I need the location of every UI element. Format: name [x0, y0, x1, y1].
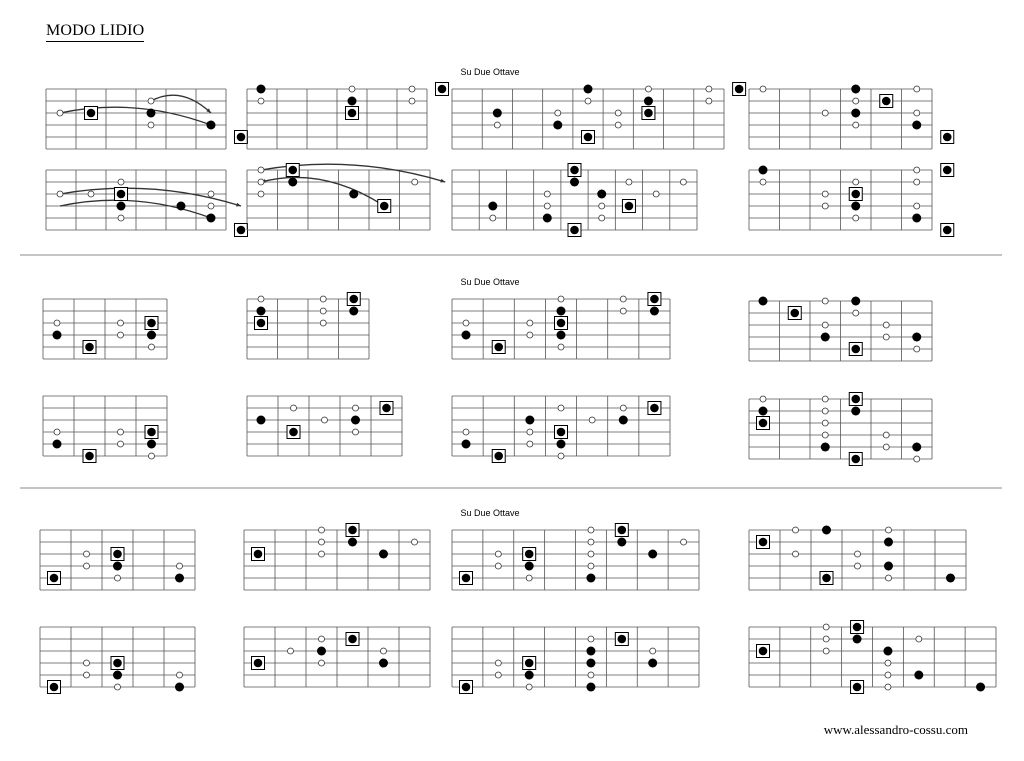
octave-note-circle	[822, 322, 828, 328]
scale-note-dot	[821, 443, 830, 452]
scale-note-dot	[617, 538, 626, 547]
scale-note-dot	[912, 333, 921, 342]
octave-note-circle	[412, 539, 418, 545]
octave-note-circle	[319, 636, 325, 642]
octave-note-circle	[822, 298, 828, 304]
scale-note-dot	[348, 97, 357, 106]
octave-note-circle	[822, 191, 828, 197]
octave-note-circle	[118, 429, 124, 435]
octave-note-circle	[620, 308, 626, 314]
scale-note-dot	[288, 178, 297, 187]
fretboard-diagram	[452, 396, 670, 463]
scale-note-dot	[759, 407, 768, 416]
octave-note-circle	[544, 191, 550, 197]
scale-note-dot	[117, 202, 126, 211]
octave-note-circle	[823, 636, 829, 642]
octave-note-circle	[885, 660, 891, 666]
octave-note-circle	[615, 110, 621, 116]
octave-note-circle	[118, 215, 124, 221]
footer-url: www.alessandro-cossu.com	[823, 722, 968, 737]
octave-note-circle	[527, 320, 533, 326]
octave-note-circle	[760, 179, 766, 185]
fretboard-diagram	[452, 627, 699, 694]
octave-note-circle	[620, 405, 626, 411]
fretboard-diagram	[46, 89, 248, 149]
root-note-dot	[147, 319, 156, 328]
scale-note-dot	[912, 121, 921, 130]
octave-note-circle	[760, 86, 766, 92]
octave-note-circle	[558, 405, 564, 411]
scale-note-dot	[976, 683, 985, 692]
root-note-dot	[117, 190, 126, 199]
root-note-dot	[650, 295, 659, 304]
root-note-dot	[348, 526, 357, 535]
octave-note-circle	[645, 86, 651, 92]
scale-note-dot	[853, 635, 862, 644]
scale-note-dot	[584, 85, 593, 94]
octave-note-circle	[822, 432, 828, 438]
position-shift-arrow	[60, 188, 241, 206]
scale-note-dot	[884, 538, 893, 547]
octave-note-circle	[615, 122, 621, 128]
scale-note-dot	[912, 443, 921, 452]
root-note-dot	[851, 190, 860, 199]
scale-note-dot	[914, 671, 923, 680]
scale-note-dot	[586, 574, 595, 583]
octave-note-circle	[88, 191, 94, 197]
octave-note-circle	[495, 672, 501, 678]
scale-note-dot	[851, 85, 860, 94]
root-note-dot	[943, 133, 952, 142]
octave-note-circle	[558, 296, 564, 302]
scale-note-dot	[147, 331, 156, 340]
scale-note-dot	[648, 659, 657, 668]
scale-note-dot	[851, 109, 860, 118]
scale-note-dot	[543, 214, 552, 223]
scale-note-dot	[821, 333, 830, 342]
octave-note-circle	[495, 551, 501, 557]
root-note-dot	[349, 295, 358, 304]
octave-note-circle	[914, 346, 920, 352]
octave-note-circle	[599, 215, 605, 221]
octave-note-circle	[495, 563, 501, 569]
octave-note-circle	[490, 215, 496, 221]
octave-note-circle	[115, 684, 121, 690]
section-1-subtitle: Su Due Ottave	[460, 67, 520, 77]
octave-note-circle	[599, 203, 605, 209]
octave-note-circle	[885, 672, 891, 678]
root-note-dot	[943, 226, 952, 235]
root-note-dot	[257, 319, 266, 328]
root-note-dot	[759, 538, 768, 547]
scale-note-dot	[348, 538, 357, 547]
scale-note-dot	[570, 178, 579, 187]
root-note-dot	[882, 97, 891, 106]
root-note-dot	[494, 452, 503, 461]
fretboard-diagram	[749, 393, 932, 466]
root-note-dot	[50, 683, 59, 692]
root-note-dot	[494, 343, 503, 352]
octave-note-circle	[853, 310, 859, 316]
root-note-dot	[570, 166, 579, 175]
octave-note-circle	[914, 179, 920, 185]
scale-note-dot	[759, 166, 768, 175]
root-note-dot	[254, 550, 263, 559]
root-note-dot	[525, 550, 534, 559]
octave-note-circle	[585, 98, 591, 104]
octave-note-circle	[319, 539, 325, 545]
root-note-dot	[943, 166, 952, 175]
octave-note-circle	[463, 320, 469, 326]
root-note-dot	[147, 428, 156, 437]
octave-note-circle	[914, 110, 920, 116]
octave-note-circle	[54, 320, 60, 326]
scale-note-dot	[177, 202, 186, 211]
octave-note-circle	[822, 396, 828, 402]
octave-note-circle	[793, 551, 799, 557]
scale-note-dot	[884, 562, 893, 571]
root-note-dot	[851, 455, 860, 464]
scale-note-dot	[912, 214, 921, 223]
octave-note-circle	[177, 563, 183, 569]
root-note-dot	[822, 574, 831, 583]
fretboard-diagram	[247, 164, 445, 231]
octave-note-circle	[258, 296, 264, 302]
scale-note-dot	[525, 562, 534, 571]
octave-note-circle	[527, 429, 533, 435]
octave-note-circle	[793, 527, 799, 533]
octave-note-circle	[706, 86, 712, 92]
octave-note-circle	[916, 636, 922, 642]
octave-note-circle	[495, 660, 501, 666]
scale-note-dot	[53, 440, 62, 449]
octave-note-circle	[558, 344, 564, 350]
octave-note-circle	[320, 320, 326, 326]
octave-note-circle	[409, 98, 415, 104]
octave-note-circle	[883, 432, 889, 438]
scale-note-dot	[147, 440, 156, 449]
fretboard-diagram	[452, 164, 697, 237]
scale-note-dot	[586, 683, 595, 692]
octave-note-circle	[412, 179, 418, 185]
root-note-dot	[650, 404, 659, 413]
octave-note-circle	[258, 98, 264, 104]
octave-note-circle	[680, 179, 686, 185]
octave-note-circle	[84, 551, 90, 557]
octave-note-circle	[653, 191, 659, 197]
scale-note-dot	[851, 297, 860, 306]
root-note-dot	[570, 226, 579, 235]
scale-note-dot	[207, 214, 216, 223]
root-note-dot	[853, 623, 862, 632]
octave-note-circle	[258, 179, 264, 185]
octave-note-circle	[855, 563, 861, 569]
octave-note-circle	[589, 417, 595, 423]
scale-note-dot	[379, 550, 388, 559]
root-note-dot	[348, 109, 357, 118]
octave-note-circle	[555, 110, 561, 116]
root-note-dot	[625, 202, 634, 211]
octave-note-circle	[57, 191, 63, 197]
root-note-dot	[584, 133, 593, 142]
fretboard-diagram	[749, 297, 932, 362]
scale-note-dot	[553, 121, 562, 130]
octave-note-circle	[883, 334, 889, 340]
root-note-dot	[85, 452, 94, 461]
octave-note-circle	[650, 648, 656, 654]
scale-note-dot	[759, 297, 768, 306]
scale-note-dot	[586, 647, 595, 656]
octave-note-circle	[118, 332, 124, 338]
arrow-head	[236, 203, 241, 207]
root-note-dot	[438, 85, 447, 94]
root-note-dot	[853, 683, 862, 692]
octave-note-circle	[527, 332, 533, 338]
octave-note-circle	[886, 575, 892, 581]
scale-note-dot	[175, 683, 184, 692]
octave-note-circle	[208, 191, 214, 197]
octave-note-circle	[760, 396, 766, 402]
scale-note-dot	[525, 416, 534, 425]
octave-note-circle	[353, 405, 359, 411]
root-note-dot	[525, 659, 534, 668]
position-shift-arrow	[60, 107, 211, 125]
root-note-dot	[348, 635, 357, 644]
fretboard-diagram	[247, 396, 402, 456]
octave-note-circle	[883, 322, 889, 328]
scale-note-dot	[883, 647, 892, 656]
octave-note-circle	[853, 122, 859, 128]
scale-note-dot	[349, 307, 358, 316]
root-note-dot	[380, 202, 389, 211]
octave-note-circle	[822, 110, 828, 116]
octave-note-circle	[914, 167, 920, 173]
scale-note-dot	[113, 562, 122, 571]
root-note-dot	[237, 226, 246, 235]
scale-note-dot	[462, 440, 471, 449]
scale-note-dot	[557, 440, 566, 449]
scale-note-dot	[557, 331, 566, 340]
root-note-dot	[790, 309, 799, 318]
octave-note-circle	[526, 575, 532, 581]
scale-note-dot	[147, 109, 156, 118]
root-note-dot	[289, 428, 298, 437]
octave-note-circle	[149, 344, 155, 350]
octave-note-circle	[463, 429, 469, 435]
scale-note-dot	[257, 416, 266, 425]
fretboard-diagram	[452, 524, 699, 591]
octave-note-circle	[320, 296, 326, 302]
root-note-dot	[382, 404, 391, 413]
fretboard-diagram	[43, 396, 167, 463]
fretboard-diagram	[749, 526, 966, 591]
octave-note-circle	[319, 527, 325, 533]
octave-note-circle	[148, 122, 154, 128]
octave-note-circle	[57, 110, 63, 116]
octave-note-circle	[588, 672, 594, 678]
section-2-subtitle: Su Due Ottave	[460, 277, 520, 287]
octave-note-circle	[914, 203, 920, 209]
scale-note-dot	[619, 416, 628, 425]
octave-note-circle	[681, 539, 687, 545]
octave-note-circle	[822, 203, 828, 209]
octave-note-circle	[853, 215, 859, 221]
octave-note-circle	[823, 624, 829, 630]
fretboard-diagram	[749, 164, 954, 237]
octave-note-circle	[885, 684, 891, 690]
scale-note-dot	[351, 416, 360, 425]
fretboard-diagram	[40, 530, 195, 590]
scale-note-dot	[349, 190, 358, 199]
scale-note-dot	[257, 307, 266, 316]
octave-note-circle	[258, 191, 264, 197]
octave-note-circle	[118, 441, 124, 447]
octave-note-circle	[886, 527, 892, 533]
octave-note-circle	[822, 408, 828, 414]
root-note-dot	[644, 109, 653, 118]
octave-note-circle	[177, 672, 183, 678]
octave-note-circle	[349, 86, 355, 92]
scale-note-dot	[557, 307, 566, 316]
root-note-dot	[759, 647, 768, 656]
octave-note-circle	[588, 539, 594, 545]
scale-note-dot	[207, 121, 216, 130]
octave-note-circle	[620, 296, 626, 302]
root-note-dot	[85, 343, 94, 352]
root-note-dot	[735, 85, 744, 94]
scale-note-dot	[597, 190, 606, 199]
octave-note-circle	[208, 203, 214, 209]
octave-note-circle	[319, 551, 325, 557]
octave-note-circle	[118, 320, 124, 326]
octave-note-circle	[319, 660, 325, 666]
octave-note-circle	[494, 122, 500, 128]
scale-note-dot	[488, 202, 497, 211]
scale-note-dot	[648, 550, 657, 559]
root-note-dot	[851, 345, 860, 354]
octave-note-circle	[822, 420, 828, 426]
octave-note-circle	[914, 86, 920, 92]
octave-note-circle	[626, 179, 632, 185]
octave-note-circle	[54, 429, 60, 435]
octave-note-circle	[291, 405, 297, 411]
fretboard-diagram	[43, 299, 167, 359]
octave-note-circle	[588, 527, 594, 533]
octave-note-circle	[84, 563, 90, 569]
fretboard-diagram	[749, 621, 996, 694]
scale-note-dot	[822, 526, 831, 535]
octave-note-circle	[914, 456, 920, 462]
octave-note-circle	[588, 636, 594, 642]
root-note-dot	[557, 428, 566, 437]
page-title: MODO LIDIO	[46, 22, 144, 42]
scale-note-dot	[946, 574, 955, 583]
octave-note-circle	[258, 167, 264, 173]
root-note-dot	[618, 526, 627, 535]
fretboard-diagram	[247, 293, 369, 360]
fretboard-diagram	[46, 170, 248, 237]
root-note-dot	[462, 683, 471, 692]
octave-note-circle	[853, 98, 859, 104]
octave-note-circle	[115, 575, 121, 581]
scale-note-dot	[175, 574, 184, 583]
root-note-dot	[113, 550, 122, 559]
octave-note-circle	[149, 453, 155, 459]
scale-note-dot	[257, 85, 266, 94]
octave-note-circle	[118, 179, 124, 185]
root-note-dot	[618, 635, 627, 644]
octave-note-circle	[706, 98, 712, 104]
octave-note-circle	[588, 551, 594, 557]
fretboard-diagram	[244, 524, 430, 591]
root-note-dot	[87, 109, 96, 118]
fretboard-diagram	[749, 85, 954, 150]
octave-note-circle	[588, 563, 594, 569]
octave-note-circle	[544, 203, 550, 209]
fretboard-diagram	[244, 627, 430, 687]
octave-note-circle	[381, 648, 387, 654]
octave-note-circle	[853, 179, 859, 185]
root-note-dot	[254, 659, 263, 668]
root-note-dot	[462, 574, 471, 583]
scale-note-dot	[379, 659, 388, 668]
octave-note-circle	[823, 648, 829, 654]
fretboard-diagram	[40, 627, 195, 694]
octave-note-circle	[409, 86, 415, 92]
octave-note-circle	[84, 660, 90, 666]
octave-note-circle	[288, 648, 294, 654]
octave-note-circle	[322, 417, 328, 423]
scale-note-dot	[851, 202, 860, 211]
scale-note-dot	[317, 647, 326, 656]
scale-note-dot	[462, 331, 471, 340]
fretboard-diagram	[452, 293, 670, 360]
octave-note-circle	[883, 444, 889, 450]
arrow-head	[440, 179, 445, 183]
scale-note-dot	[525, 671, 534, 680]
section-3-subtitle: Su Due Ottave	[460, 508, 520, 518]
scale-note-dot	[53, 331, 62, 340]
octave-note-circle	[320, 308, 326, 314]
octave-note-circle	[558, 453, 564, 459]
root-note-dot	[237, 133, 246, 142]
root-note-dot	[851, 395, 860, 404]
position-shift-arrow	[60, 200, 211, 218]
octave-note-circle	[855, 551, 861, 557]
fretboard-diagram	[247, 83, 449, 150]
root-note-dot	[50, 574, 59, 583]
scale-note-dot	[650, 307, 659, 316]
fretboard-diagram	[452, 83, 746, 150]
octave-note-circle	[84, 672, 90, 678]
scale-note-dot	[851, 407, 860, 416]
scale-note-dot	[586, 659, 595, 668]
root-note-dot	[557, 319, 566, 328]
position-shift-arrow	[151, 95, 211, 113]
root-note-dot	[759, 419, 768, 428]
scale-note-dot	[113, 671, 122, 680]
octave-note-circle	[527, 441, 533, 447]
octave-note-circle	[526, 684, 532, 690]
scale-note-dot	[493, 109, 502, 118]
octave-note-circle	[353, 429, 359, 435]
root-note-dot	[288, 166, 297, 175]
root-note-dot	[113, 659, 122, 668]
octave-note-circle	[148, 98, 154, 104]
scale-note-dot	[644, 97, 653, 106]
